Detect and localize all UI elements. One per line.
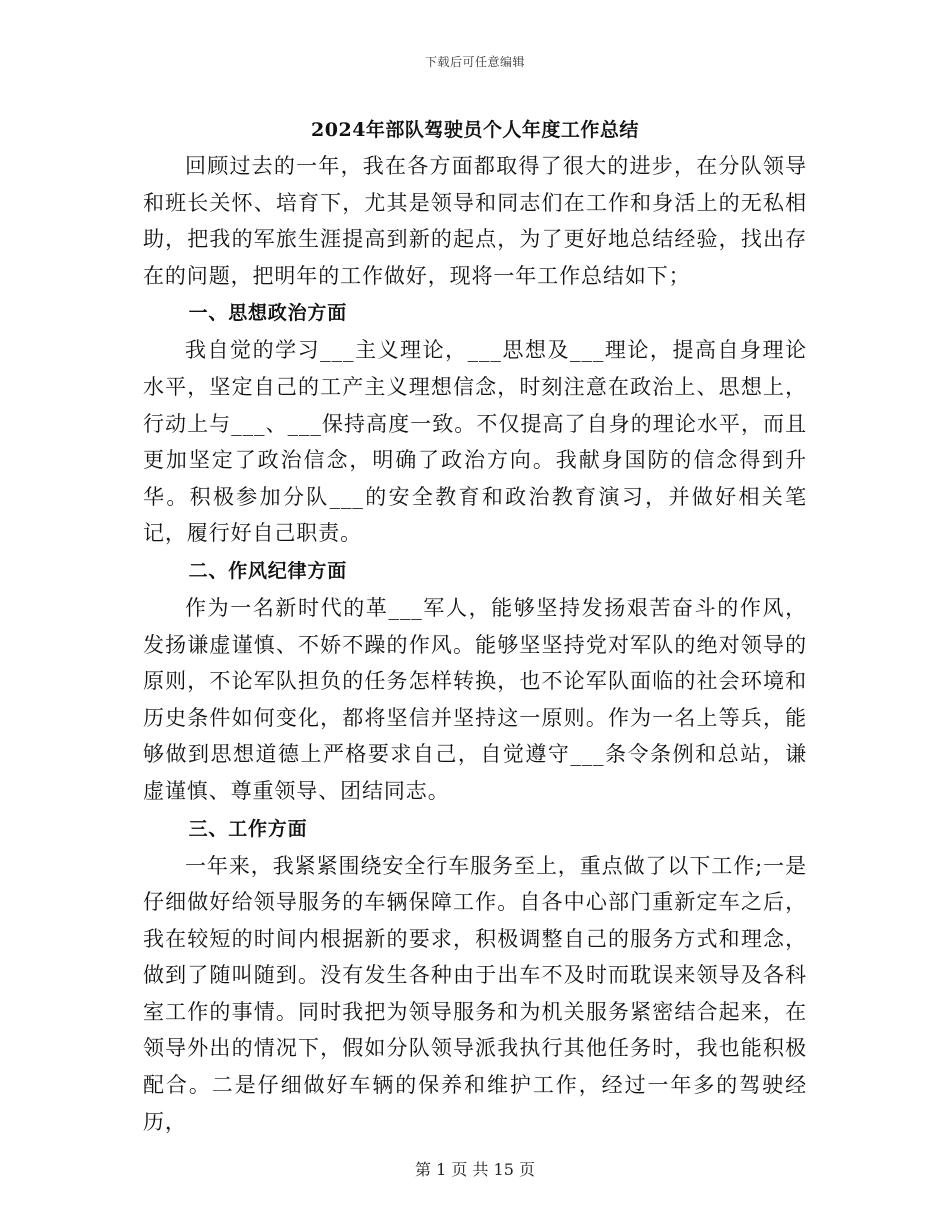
section-heading-discipline: 二、作风纪律方面 (188, 559, 347, 582)
section-heading-politics: 一、思想政治方面 (188, 302, 347, 325)
section-paragraph-politics: 我自觉的学习___主义理论，___思想及___理论，提高自身理论水平，坚定自己的工产主义理想信念，时刻注意在政治上、思想上，行动上与___、___保持高度一致。不仅提高了自身的理论水平，而且更加坚定了政治信念，明确了政治方向。我献身国防的信念得到升华。积极参加分队___的安全教育和政治教育演习，并做好相关笔记，履行好自己职责。 (143, 338, 807, 546)
section-paragraph-work: 一年来，我紧紧围绕安全行车服务至上，重点做了以下工作;一是仔细做好给领导服务的车辆保障工作。自各中心部门重新定车之后，我在较短的时间内根据新的要求，积极调整自己的服务方式和理念，做到了随叫随到。没有发生各种由于出车不及时而耽误来领导及各科室工作的事情。同时我把为领导服务和为机关服务紧密结合起来，在领导外出的情况下，假如分队领导派我执行其他任务时，我也能积极配合。二是仔细做好车辆的保养和维护工作，经过一年多的驾驶经历， (143, 853, 807, 1134)
intro-paragraph: 回顾过去的一年，我在各方面都取得了很大的进步，在分队领导和班长关怀、培育下，尤其是领导和同志们在工作和身活上的无私相助，把我的军旅生涯提高到新的起点，为了更好地总结经验，找出存在的问题，把明年的工作做好，现将一年工作总结如下； (143, 154, 807, 288)
page-indicator: 第 1 页 共 15 页 (415, 1160, 535, 1179)
document-title: 2024年部队驾驶员个人年度工作总结 (311, 119, 639, 141)
section-paragraph-discipline: 作为一名新时代的革___军人，能够坚持发扬艰苦奋斗的作风，发扬谦虚谨慎、不娇不躁的作风。能够坚坚持党对军队的绝对领导的原则，不论军队担负的任务怎样转换，也不论军队面临的社会环境和历史条件如何变化，都将坚信并坚持这一原则。作为一名上等兵，能够做到思想道德上严格要求自己，自觉遵守___条令条例和总站，谦虚谨慎、尊重领导、团结同志。 (143, 595, 807, 803)
document-body (143, 148, 807, 1140)
section-heading-work: 三、工作方面 (188, 817, 308, 840)
header-note: 下载后可任意编辑 (424, 55, 525, 69)
